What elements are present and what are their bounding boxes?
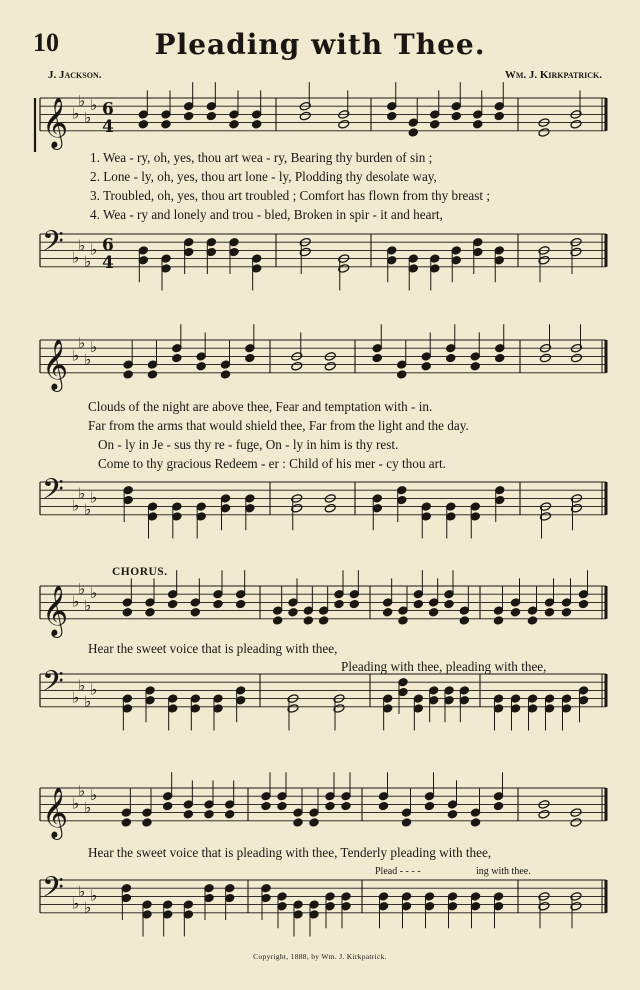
verse-2-line-1: 2. Lone - ly, oh, yes, thou art lone - ly, Plodding thy desolate way, — [90, 169, 437, 184]
note-head — [413, 600, 423, 609]
note-head — [578, 600, 588, 609]
system-1-treble-staff — [0, 92, 640, 152]
note-head — [142, 818, 152, 827]
flat-icon: ♭ — [84, 350, 92, 369]
note-head — [510, 608, 520, 617]
note-head — [252, 120, 262, 129]
note-head — [470, 818, 480, 827]
note-head — [172, 354, 182, 363]
flat-icon: ♭ — [90, 488, 98, 507]
flat-icon: ♭ — [72, 248, 80, 267]
verse-3-line-1: 3. Troubled, oh, yes, thou art troubled ; Comfort has flown from thy breast ; — [90, 188, 490, 203]
note-head — [341, 802, 351, 811]
chorus-line-2-response-b: ing with thee. — [476, 866, 531, 877]
note-head — [544, 608, 554, 617]
flat-icon: ♭ — [78, 676, 86, 695]
note-head — [494, 112, 504, 121]
time-signature-top: 6 — [102, 235, 114, 256]
clef-icon: 𝄢 — [42, 473, 64, 513]
note-head — [429, 608, 439, 617]
note-head — [220, 370, 230, 379]
time-signature-top: 6 — [102, 99, 114, 120]
flat-icon: ♭ — [78, 334, 86, 353]
flat-icon: ♭ — [78, 882, 86, 901]
clef-icon: 𝄢 — [42, 871, 64, 911]
copyright-notice: Copyright, 1888, by Wm. J. Kirkpatrick. — [253, 952, 387, 961]
clef-icon: 𝄢 — [42, 225, 64, 265]
note-head — [122, 608, 132, 617]
note-head — [168, 600, 178, 609]
flat-icon: ♭ — [84, 252, 92, 271]
flat-icon: ♭ — [72, 346, 80, 365]
flat-icon: ♭ — [72, 104, 80, 123]
system-2-bass-staff — [0, 473, 640, 540]
system-3-treble-staff — [0, 580, 640, 640]
note-head — [539, 353, 551, 363]
note-head — [538, 809, 550, 819]
note-head — [424, 802, 434, 811]
flat-icon: ♭ — [84, 500, 92, 519]
hymn-title: Pleading with Thee. — [154, 28, 486, 61]
chorus-line-1-response: Pleading with thee, pleading with thee, — [341, 659, 547, 674]
flat-icon: ♭ — [78, 236, 86, 255]
note-head — [493, 802, 503, 811]
flat-icon: ♭ — [78, 782, 86, 801]
note-head — [324, 503, 336, 513]
note-head — [303, 616, 313, 625]
note-head — [299, 111, 311, 121]
clef-icon: 𝄞 — [42, 584, 69, 636]
flat-icon: ♭ — [72, 794, 80, 813]
flat-icon: ♭ — [72, 894, 80, 913]
flat-icon: ♭ — [90, 96, 98, 115]
note-head — [383, 608, 393, 617]
note-head — [473, 120, 483, 129]
note-head — [245, 354, 255, 363]
note-head — [338, 119, 350, 129]
verse-1-line-1: 1. Wea - ry, oh, yes, thou art wea - ry, Bearing thy burden of sin ; — [90, 150, 433, 165]
note-head — [277, 802, 287, 811]
flat-icon: ♭ — [84, 798, 92, 817]
chorus-line-2-response-a: Plead - - - - — [375, 866, 421, 877]
flat-icon: ♭ — [90, 680, 98, 699]
note-head — [204, 810, 214, 819]
flat-icon: ♭ — [78, 580, 86, 599]
note-head — [123, 370, 133, 379]
flat-icon: ♭ — [84, 692, 92, 711]
note-head — [430, 120, 440, 129]
note-head — [183, 810, 193, 819]
note-head — [493, 616, 503, 625]
clef-icon: 𝄞 — [42, 338, 69, 390]
flat-icon: ♭ — [78, 92, 86, 111]
time-signature-bottom: 4 — [102, 116, 114, 137]
flat-icon: ♭ — [78, 484, 86, 503]
note-head — [291, 361, 303, 371]
verse-3-line-2: On - ly in Je - sus thy re - fuge, On - ly in him is thy rest. — [98, 437, 399, 452]
verse-4-line-2: Come to thy gracious Redeem - er : Child of his mer - cy thou art. — [98, 456, 446, 471]
note-head — [225, 810, 235, 819]
note-head — [398, 616, 408, 625]
chorus-line-1: Hear the sweet voice that is pleading with thee, — [88, 641, 338, 656]
note-head — [229, 120, 239, 129]
note-head — [527, 616, 537, 625]
note-head — [538, 128, 550, 138]
note-head — [447, 810, 457, 819]
verse-1-line-2: Clouds of the night are above thee, Fear and temptation with - in. — [88, 399, 433, 414]
note-head — [401, 818, 411, 827]
note-head — [495, 354, 505, 363]
note-head — [206, 112, 216, 121]
note-head — [138, 120, 148, 129]
verse-4-line-1: 4. Wea - ry and lonely and trou - bled, Broken in spir - it and heart, — [90, 207, 443, 222]
note-head — [236, 600, 246, 609]
flat-icon: ♭ — [72, 592, 80, 611]
chorus-line-2: Hear the sweet voice that is pleading with thee, Tenderly pleading with thee, — [88, 845, 492, 860]
verse-2-line-2: Far from the arms that would shield thee, Far from the light and the day. — [88, 418, 469, 433]
note-head — [334, 600, 344, 609]
flat-icon: ♭ — [90, 338, 98, 357]
note-head — [459, 616, 469, 625]
page-number: 10 — [33, 28, 59, 57]
note-head — [288, 608, 298, 617]
flat-icon: ♭ — [90, 886, 98, 905]
note-head — [145, 608, 155, 617]
composer-credit: Wm. J. Kirkpatrick. — [504, 69, 602, 81]
note-head — [324, 361, 336, 371]
note-head — [273, 616, 283, 625]
note-head — [163, 802, 173, 811]
flat-icon: ♭ — [72, 688, 80, 707]
note-head — [121, 818, 131, 827]
note-head — [319, 616, 329, 625]
note-head — [387, 112, 397, 121]
note-head — [421, 362, 431, 371]
system-2-treble-staff — [0, 334, 640, 394]
time-signature-bottom: 4 — [102, 252, 114, 273]
note-head — [213, 600, 223, 609]
note-head — [349, 600, 359, 609]
note-head — [161, 120, 171, 129]
note-head — [561, 608, 571, 617]
note-head — [372, 354, 382, 363]
note-head — [293, 818, 303, 827]
flat-icon: ♭ — [72, 496, 80, 515]
flat-icon: ♭ — [84, 108, 92, 127]
note-head — [408, 128, 418, 137]
note-head — [444, 600, 454, 609]
flat-icon: ♭ — [90, 584, 98, 603]
clef-icon: 𝄢 — [42, 665, 64, 705]
note-head — [446, 354, 456, 363]
note-head — [325, 802, 335, 811]
note-head — [184, 112, 194, 121]
chorus-label: CHORUS. — [112, 566, 168, 578]
system-1-bass-staff — [0, 225, 640, 292]
flat-icon: ♭ — [90, 786, 98, 805]
lyricist-credit: J. Jackson. — [48, 69, 102, 81]
note-head — [470, 362, 480, 371]
note-head — [451, 112, 461, 121]
flat-icon: ♭ — [84, 898, 92, 917]
note-head — [261, 802, 271, 811]
note-head — [147, 370, 157, 379]
clef-icon: 𝄞 — [42, 786, 69, 838]
note-head — [397, 370, 407, 379]
note-head — [378, 802, 388, 811]
note-head — [570, 353, 582, 363]
clef-icon: 𝄞 — [42, 96, 69, 148]
note-head — [570, 119, 582, 129]
note-head — [570, 818, 582, 828]
flat-icon: ♭ — [84, 596, 92, 615]
flat-icon: ♭ — [90, 240, 98, 259]
note-head — [196, 362, 206, 371]
note-head — [309, 818, 319, 827]
system-4-treble-staff — [0, 782, 640, 842]
note-head — [190, 608, 200, 617]
